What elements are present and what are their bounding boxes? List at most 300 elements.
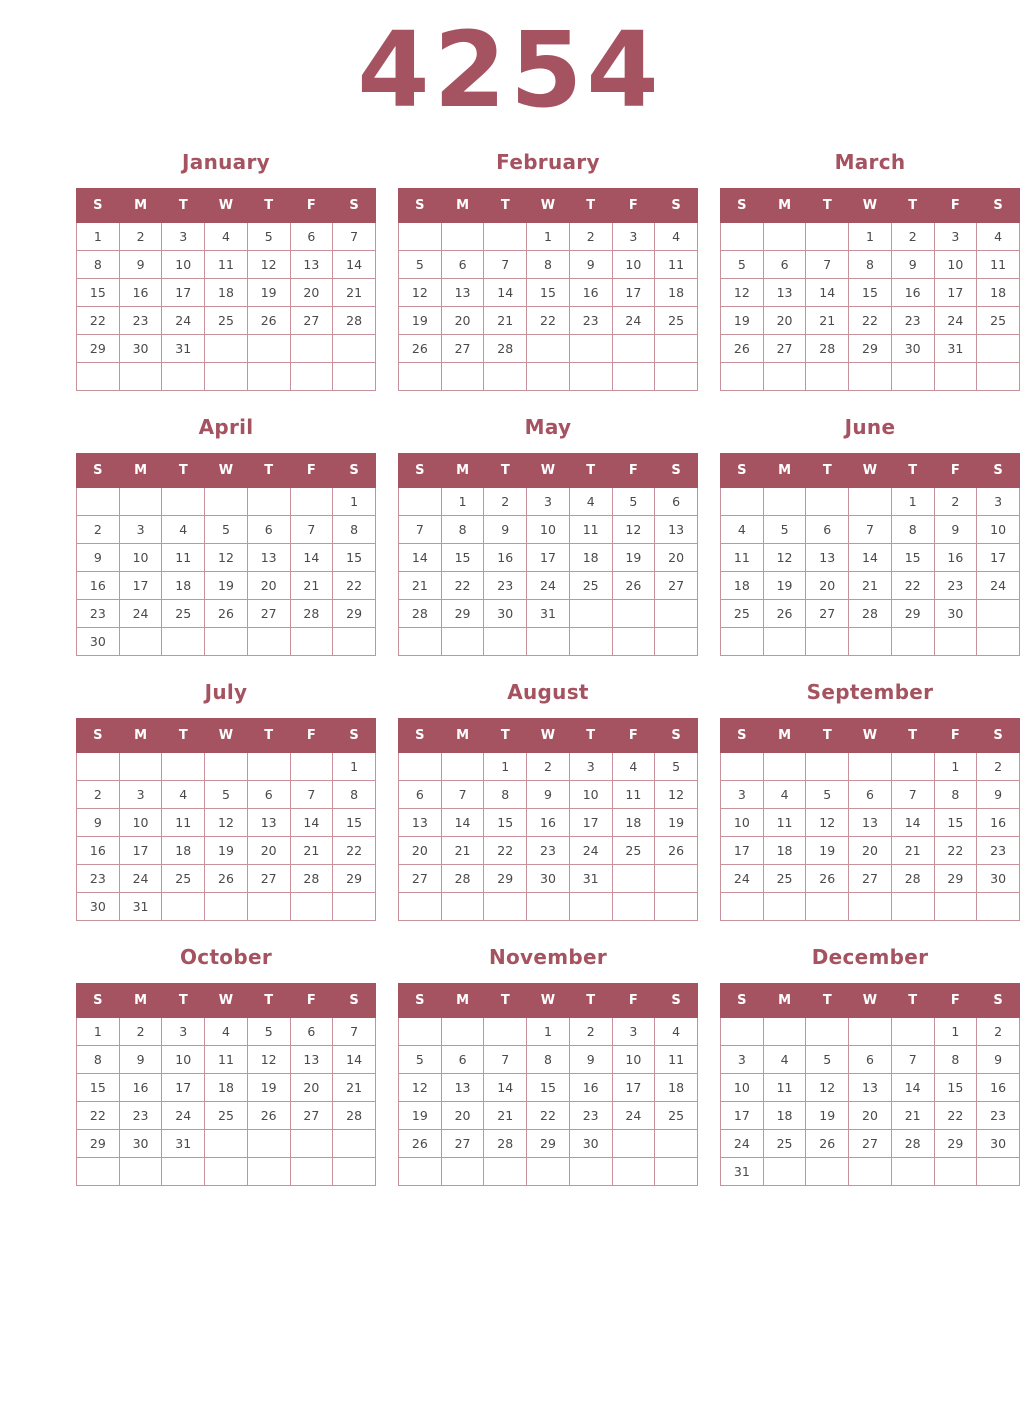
day-cell[interactable]: 26 xyxy=(247,307,290,335)
day-cell[interactable]: 12 xyxy=(399,279,442,307)
day-cell[interactable]: 4 xyxy=(655,223,698,251)
day-cell[interactable]: 14 xyxy=(333,1046,376,1074)
day-cell[interactable]: 18 xyxy=(977,279,1020,307)
day-cell[interactable]: 11 xyxy=(569,516,612,544)
day-cell[interactable]: 9 xyxy=(977,1046,1020,1074)
day-cell[interactable]: 12 xyxy=(399,1074,442,1102)
day-cell[interactable]: 2 xyxy=(977,753,1020,781)
day-cell[interactable]: 28 xyxy=(333,307,376,335)
day-cell[interactable]: 9 xyxy=(891,251,934,279)
day-cell[interactable]: 10 xyxy=(934,251,977,279)
day-cell[interactable]: 8 xyxy=(441,516,484,544)
day-cell[interactable]: 3 xyxy=(119,781,162,809)
day-cell[interactable]: 17 xyxy=(162,1074,205,1102)
day-cell[interactable]: 13 xyxy=(655,516,698,544)
day-cell[interactable]: 16 xyxy=(484,544,527,572)
day-cell[interactable]: 19 xyxy=(721,307,764,335)
day-cell[interactable]: 14 xyxy=(399,544,442,572)
day-cell[interactable]: 24 xyxy=(612,307,655,335)
day-cell[interactable]: 18 xyxy=(763,837,806,865)
day-cell[interactable]: 16 xyxy=(891,279,934,307)
day-cell[interactable]: 23 xyxy=(977,1102,1020,1130)
day-cell[interactable]: 13 xyxy=(290,251,333,279)
day-cell[interactable]: 27 xyxy=(247,600,290,628)
day-cell[interactable]: 15 xyxy=(891,544,934,572)
day-cell[interactable]: 27 xyxy=(655,572,698,600)
day-cell[interactable]: 28 xyxy=(290,600,333,628)
day-cell[interactable]: 25 xyxy=(763,1130,806,1158)
day-cell[interactable]: 7 xyxy=(290,516,333,544)
day-cell[interactable]: 21 xyxy=(290,572,333,600)
day-cell[interactable]: 16 xyxy=(977,1074,1020,1102)
day-cell[interactable]: 4 xyxy=(205,1018,248,1046)
day-cell[interactable]: 7 xyxy=(333,1018,376,1046)
day-cell[interactable]: 25 xyxy=(569,572,612,600)
day-cell[interactable]: 26 xyxy=(399,1130,442,1158)
day-cell[interactable]: 13 xyxy=(247,544,290,572)
day-cell[interactable]: 10 xyxy=(721,1074,764,1102)
day-cell[interactable]: 15 xyxy=(527,1074,570,1102)
day-cell[interactable]: 15 xyxy=(527,279,570,307)
day-cell[interactable]: 26 xyxy=(247,1102,290,1130)
day-cell[interactable]: 22 xyxy=(333,572,376,600)
day-cell[interactable]: 26 xyxy=(205,865,248,893)
day-cell[interactable]: 6 xyxy=(763,251,806,279)
day-cell[interactable]: 8 xyxy=(891,516,934,544)
day-cell[interactable]: 1 xyxy=(527,223,570,251)
day-cell[interactable]: 12 xyxy=(247,1046,290,1074)
day-cell[interactable]: 30 xyxy=(77,893,120,921)
day-cell[interactable]: 17 xyxy=(119,572,162,600)
day-cell[interactable]: 25 xyxy=(162,600,205,628)
day-cell[interactable]: 16 xyxy=(934,544,977,572)
day-cell[interactable]: 13 xyxy=(849,1074,892,1102)
day-cell[interactable]: 30 xyxy=(119,335,162,363)
day-cell[interactable]: 19 xyxy=(763,572,806,600)
day-cell[interactable]: 24 xyxy=(934,307,977,335)
day-cell[interactable]: 22 xyxy=(934,1102,977,1130)
day-cell[interactable]: 18 xyxy=(162,572,205,600)
day-cell[interactable]: 29 xyxy=(77,335,120,363)
day-cell[interactable]: 26 xyxy=(806,865,849,893)
day-cell[interactable]: 12 xyxy=(763,544,806,572)
day-cell[interactable]: 11 xyxy=(655,1046,698,1074)
day-cell[interactable]: 1 xyxy=(527,1018,570,1046)
day-cell[interactable]: 20 xyxy=(441,1102,484,1130)
day-cell[interactable]: 20 xyxy=(247,837,290,865)
day-cell[interactable]: 19 xyxy=(247,1074,290,1102)
day-cell[interactable]: 23 xyxy=(977,837,1020,865)
day-cell[interactable]: 9 xyxy=(119,1046,162,1074)
day-cell[interactable]: 15 xyxy=(934,809,977,837)
day-cell[interactable]: 25 xyxy=(763,865,806,893)
day-cell[interactable]: 3 xyxy=(119,516,162,544)
day-cell[interactable]: 21 xyxy=(441,837,484,865)
day-cell[interactable]: 2 xyxy=(527,753,570,781)
day-cell[interactable]: 30 xyxy=(934,600,977,628)
day-cell[interactable]: 16 xyxy=(569,279,612,307)
day-cell[interactable]: 8 xyxy=(484,781,527,809)
day-cell[interactable]: 2 xyxy=(977,1018,1020,1046)
day-cell[interactable]: 5 xyxy=(655,753,698,781)
day-cell[interactable]: 19 xyxy=(399,307,442,335)
day-cell[interactable]: 2 xyxy=(484,488,527,516)
day-cell[interactable]: 6 xyxy=(806,516,849,544)
day-cell[interactable]: 27 xyxy=(806,600,849,628)
day-cell[interactable]: 22 xyxy=(441,572,484,600)
day-cell[interactable]: 1 xyxy=(77,1018,120,1046)
day-cell[interactable]: 22 xyxy=(891,572,934,600)
day-cell[interactable]: 25 xyxy=(162,865,205,893)
day-cell[interactable]: 7 xyxy=(399,516,442,544)
day-cell[interactable]: 10 xyxy=(119,809,162,837)
day-cell[interactable]: 15 xyxy=(484,809,527,837)
day-cell[interactable]: 17 xyxy=(527,544,570,572)
day-cell[interactable]: 20 xyxy=(247,572,290,600)
day-cell[interactable]: 23 xyxy=(934,572,977,600)
day-cell[interactable]: 14 xyxy=(484,1074,527,1102)
day-cell[interactable]: 3 xyxy=(612,1018,655,1046)
day-cell[interactable]: 25 xyxy=(655,1102,698,1130)
day-cell[interactable]: 26 xyxy=(655,837,698,865)
day-cell[interactable]: 18 xyxy=(655,279,698,307)
day-cell[interactable]: 1 xyxy=(849,223,892,251)
day-cell[interactable]: 12 xyxy=(205,544,248,572)
day-cell[interactable]: 20 xyxy=(441,307,484,335)
day-cell[interactable]: 25 xyxy=(205,1102,248,1130)
day-cell[interactable]: 1 xyxy=(333,488,376,516)
day-cell[interactable]: 13 xyxy=(763,279,806,307)
day-cell[interactable]: 15 xyxy=(333,809,376,837)
day-cell[interactable]: 18 xyxy=(655,1074,698,1102)
day-cell[interactable]: 22 xyxy=(527,307,570,335)
day-cell[interactable]: 20 xyxy=(806,572,849,600)
day-cell[interactable]: 3 xyxy=(612,223,655,251)
day-cell[interactable]: 14 xyxy=(849,544,892,572)
day-cell[interactable]: 22 xyxy=(77,1102,120,1130)
day-cell[interactable]: 8 xyxy=(527,251,570,279)
day-cell[interactable]: 27 xyxy=(290,307,333,335)
day-cell[interactable]: 25 xyxy=(205,307,248,335)
day-cell[interactable]: 14 xyxy=(441,809,484,837)
day-cell[interactable]: 28 xyxy=(891,865,934,893)
day-cell[interactable]: 14 xyxy=(891,1074,934,1102)
day-cell[interactable]: 21 xyxy=(333,1074,376,1102)
day-cell[interactable]: 15 xyxy=(77,279,120,307)
day-cell[interactable]: 20 xyxy=(763,307,806,335)
day-cell[interactable]: 8 xyxy=(849,251,892,279)
day-cell[interactable]: 21 xyxy=(399,572,442,600)
day-cell[interactable]: 5 xyxy=(399,1046,442,1074)
day-cell[interactable]: 13 xyxy=(806,544,849,572)
day-cell[interactable]: 3 xyxy=(527,488,570,516)
day-cell[interactable]: 12 xyxy=(612,516,655,544)
day-cell[interactable]: 17 xyxy=(934,279,977,307)
day-cell[interactable]: 23 xyxy=(77,865,120,893)
day-cell[interactable]: 30 xyxy=(527,865,570,893)
day-cell[interactable]: 4 xyxy=(721,516,764,544)
day-cell[interactable]: 13 xyxy=(247,809,290,837)
day-cell[interactable]: 21 xyxy=(290,837,333,865)
day-cell[interactable]: 6 xyxy=(247,781,290,809)
day-cell[interactable]: 12 xyxy=(655,781,698,809)
day-cell[interactable]: 24 xyxy=(977,572,1020,600)
day-cell[interactable]: 15 xyxy=(441,544,484,572)
day-cell[interactable]: 9 xyxy=(977,781,1020,809)
day-cell[interactable]: 27 xyxy=(441,1130,484,1158)
day-cell[interactable]: 10 xyxy=(162,1046,205,1074)
day-cell[interactable]: 11 xyxy=(205,251,248,279)
day-cell[interactable]: 5 xyxy=(612,488,655,516)
day-cell[interactable]: 5 xyxy=(806,781,849,809)
day-cell[interactable]: 21 xyxy=(806,307,849,335)
day-cell[interactable]: 27 xyxy=(441,335,484,363)
day-cell[interactable]: 19 xyxy=(806,837,849,865)
day-cell[interactable]: 7 xyxy=(441,781,484,809)
day-cell[interactable]: 17 xyxy=(162,279,205,307)
day-cell[interactable]: 3 xyxy=(977,488,1020,516)
day-cell[interactable]: 17 xyxy=(119,837,162,865)
day-cell[interactable]: 2 xyxy=(934,488,977,516)
day-cell[interactable]: 25 xyxy=(655,307,698,335)
day-cell[interactable]: 29 xyxy=(333,865,376,893)
day-cell[interactable]: 20 xyxy=(290,279,333,307)
day-cell[interactable]: 2 xyxy=(569,223,612,251)
day-cell[interactable]: 1 xyxy=(934,753,977,781)
day-cell[interactable]: 8 xyxy=(77,1046,120,1074)
day-cell[interactable]: 3 xyxy=(934,223,977,251)
day-cell[interactable]: 4 xyxy=(612,753,655,781)
day-cell[interactable]: 4 xyxy=(763,1046,806,1074)
day-cell[interactable]: 20 xyxy=(849,837,892,865)
day-cell[interactable]: 24 xyxy=(527,572,570,600)
day-cell[interactable]: 24 xyxy=(119,600,162,628)
day-cell[interactable]: 7 xyxy=(891,781,934,809)
day-cell[interactable]: 7 xyxy=(891,1046,934,1074)
day-cell[interactable]: 6 xyxy=(399,781,442,809)
day-cell[interactable]: 2 xyxy=(77,516,120,544)
day-cell[interactable]: 6 xyxy=(290,223,333,251)
day-cell[interactable]: 23 xyxy=(484,572,527,600)
day-cell[interactable]: 16 xyxy=(569,1074,612,1102)
day-cell[interactable]: 24 xyxy=(162,307,205,335)
day-cell[interactable]: 23 xyxy=(119,307,162,335)
day-cell[interactable]: 4 xyxy=(162,781,205,809)
day-cell[interactable]: 31 xyxy=(162,335,205,363)
day-cell[interactable]: 31 xyxy=(162,1130,205,1158)
day-cell[interactable]: 25 xyxy=(977,307,1020,335)
day-cell[interactable]: 15 xyxy=(333,544,376,572)
day-cell[interactable]: 11 xyxy=(977,251,1020,279)
day-cell[interactable]: 1 xyxy=(891,488,934,516)
day-cell[interactable]: 7 xyxy=(290,781,333,809)
day-cell[interactable]: 27 xyxy=(763,335,806,363)
day-cell[interactable]: 20 xyxy=(849,1102,892,1130)
day-cell[interactable]: 22 xyxy=(849,307,892,335)
day-cell[interactable]: 23 xyxy=(77,600,120,628)
day-cell[interactable]: 23 xyxy=(527,837,570,865)
day-cell[interactable]: 26 xyxy=(612,572,655,600)
day-cell[interactable]: 29 xyxy=(849,335,892,363)
day-cell[interactable]: 27 xyxy=(247,865,290,893)
day-cell[interactable]: 6 xyxy=(441,251,484,279)
day-cell[interactable]: 3 xyxy=(721,1046,764,1074)
day-cell[interactable]: 3 xyxy=(162,1018,205,1046)
day-cell[interactable]: 18 xyxy=(162,837,205,865)
day-cell[interactable]: 28 xyxy=(290,865,333,893)
day-cell[interactable]: 30 xyxy=(484,600,527,628)
day-cell[interactable]: 11 xyxy=(205,1046,248,1074)
day-cell[interactable]: 26 xyxy=(399,335,442,363)
day-cell[interactable]: 27 xyxy=(849,865,892,893)
day-cell[interactable]: 8 xyxy=(333,516,376,544)
day-cell[interactable]: 31 xyxy=(721,1158,764,1186)
day-cell[interactable]: 29 xyxy=(484,865,527,893)
day-cell[interactable]: 28 xyxy=(399,600,442,628)
day-cell[interactable]: 28 xyxy=(891,1130,934,1158)
day-cell[interactable]: 17 xyxy=(612,279,655,307)
day-cell[interactable]: 19 xyxy=(399,1102,442,1130)
day-cell[interactable]: 5 xyxy=(399,251,442,279)
day-cell[interactable]: 3 xyxy=(162,223,205,251)
day-cell[interactable]: 31 xyxy=(569,865,612,893)
day-cell[interactable]: 18 xyxy=(205,279,248,307)
day-cell[interactable]: 9 xyxy=(77,809,120,837)
day-cell[interactable]: 24 xyxy=(612,1102,655,1130)
day-cell[interactable]: 12 xyxy=(205,809,248,837)
day-cell[interactable]: 20 xyxy=(655,544,698,572)
day-cell[interactable]: 24 xyxy=(721,1130,764,1158)
day-cell[interactable]: 28 xyxy=(333,1102,376,1130)
day-cell[interactable]: 5 xyxy=(247,223,290,251)
day-cell[interactable]: 5 xyxy=(806,1046,849,1074)
day-cell[interactable]: 16 xyxy=(527,809,570,837)
day-cell[interactable]: 31 xyxy=(934,335,977,363)
day-cell[interactable]: 29 xyxy=(441,600,484,628)
day-cell[interactable]: 28 xyxy=(484,335,527,363)
day-cell[interactable]: 29 xyxy=(891,600,934,628)
day-cell[interactable]: 16 xyxy=(77,572,120,600)
day-cell[interactable]: 8 xyxy=(934,781,977,809)
day-cell[interactable]: 19 xyxy=(247,279,290,307)
day-cell[interactable]: 30 xyxy=(119,1130,162,1158)
day-cell[interactable]: 31 xyxy=(119,893,162,921)
day-cell[interactable]: 18 xyxy=(763,1102,806,1130)
day-cell[interactable]: 22 xyxy=(934,837,977,865)
day-cell[interactable]: 1 xyxy=(441,488,484,516)
day-cell[interactable]: 26 xyxy=(806,1130,849,1158)
day-cell[interactable]: 29 xyxy=(333,600,376,628)
day-cell[interactable]: 1 xyxy=(484,753,527,781)
day-cell[interactable]: 30 xyxy=(977,1130,1020,1158)
day-cell[interactable]: 24 xyxy=(162,1102,205,1130)
day-cell[interactable]: 9 xyxy=(569,251,612,279)
day-cell[interactable]: 5 xyxy=(205,516,248,544)
day-cell[interactable]: 14 xyxy=(806,279,849,307)
day-cell[interactable]: 21 xyxy=(484,1102,527,1130)
day-cell[interactable]: 8 xyxy=(527,1046,570,1074)
day-cell[interactable]: 4 xyxy=(205,223,248,251)
day-cell[interactable]: 11 xyxy=(612,781,655,809)
day-cell[interactable]: 11 xyxy=(763,1074,806,1102)
day-cell[interactable]: 3 xyxy=(721,781,764,809)
day-cell[interactable]: 29 xyxy=(934,865,977,893)
day-cell[interactable]: 19 xyxy=(655,809,698,837)
day-cell[interactable]: 6 xyxy=(849,781,892,809)
day-cell[interactable]: 19 xyxy=(205,572,248,600)
day-cell[interactable]: 16 xyxy=(119,1074,162,1102)
day-cell[interactable]: 10 xyxy=(612,251,655,279)
day-cell[interactable]: 21 xyxy=(891,837,934,865)
day-cell[interactable]: 18 xyxy=(612,809,655,837)
day-cell[interactable]: 26 xyxy=(763,600,806,628)
day-cell[interactable]: 1 xyxy=(934,1018,977,1046)
day-cell[interactable]: 2 xyxy=(77,781,120,809)
day-cell[interactable]: 21 xyxy=(484,307,527,335)
day-cell[interactable]: 9 xyxy=(77,544,120,572)
day-cell[interactable]: 18 xyxy=(569,544,612,572)
day-cell[interactable]: 4 xyxy=(655,1018,698,1046)
day-cell[interactable]: 4 xyxy=(977,223,1020,251)
day-cell[interactable]: 7 xyxy=(484,251,527,279)
day-cell[interactable]: 9 xyxy=(934,516,977,544)
day-cell[interactable]: 13 xyxy=(399,809,442,837)
day-cell[interactable]: 17 xyxy=(721,1102,764,1130)
day-cell[interactable]: 13 xyxy=(290,1046,333,1074)
day-cell[interactable]: 8 xyxy=(934,1046,977,1074)
day-cell[interactable]: 18 xyxy=(205,1074,248,1102)
day-cell[interactable]: 7 xyxy=(849,516,892,544)
day-cell[interactable]: 1 xyxy=(333,753,376,781)
day-cell[interactable]: 4 xyxy=(763,781,806,809)
day-cell[interactable]: 27 xyxy=(399,865,442,893)
day-cell[interactable]: 28 xyxy=(806,335,849,363)
day-cell[interactable]: 25 xyxy=(721,600,764,628)
day-cell[interactable]: 7 xyxy=(806,251,849,279)
day-cell[interactable]: 16 xyxy=(77,837,120,865)
day-cell[interactable]: 21 xyxy=(849,572,892,600)
day-cell[interactable]: 19 xyxy=(806,1102,849,1130)
day-cell[interactable]: 13 xyxy=(441,1074,484,1102)
day-cell[interactable]: 6 xyxy=(441,1046,484,1074)
day-cell[interactable]: 13 xyxy=(441,279,484,307)
day-cell[interactable]: 11 xyxy=(162,809,205,837)
day-cell[interactable]: 6 xyxy=(655,488,698,516)
day-cell[interactable]: 10 xyxy=(612,1046,655,1074)
day-cell[interactable]: 28 xyxy=(441,865,484,893)
day-cell[interactable]: 6 xyxy=(849,1046,892,1074)
day-cell[interactable]: 11 xyxy=(721,544,764,572)
day-cell[interactable]: 17 xyxy=(569,809,612,837)
day-cell[interactable]: 10 xyxy=(569,781,612,809)
day-cell[interactable]: 24 xyxy=(569,837,612,865)
day-cell[interactable]: 9 xyxy=(527,781,570,809)
day-cell[interactable]: 26 xyxy=(721,335,764,363)
day-cell[interactable]: 7 xyxy=(333,223,376,251)
day-cell[interactable]: 5 xyxy=(205,781,248,809)
day-cell[interactable]: 23 xyxy=(569,307,612,335)
day-cell[interactable]: 22 xyxy=(77,307,120,335)
day-cell[interactable]: 14 xyxy=(484,279,527,307)
day-cell[interactable]: 18 xyxy=(721,572,764,600)
day-cell[interactable]: 17 xyxy=(612,1074,655,1102)
day-cell[interactable]: 29 xyxy=(934,1130,977,1158)
day-cell[interactable]: 7 xyxy=(484,1046,527,1074)
day-cell[interactable]: 22 xyxy=(333,837,376,865)
day-cell[interactable]: 9 xyxy=(484,516,527,544)
day-cell[interactable]: 9 xyxy=(569,1046,612,1074)
day-cell[interactable]: 30 xyxy=(569,1130,612,1158)
